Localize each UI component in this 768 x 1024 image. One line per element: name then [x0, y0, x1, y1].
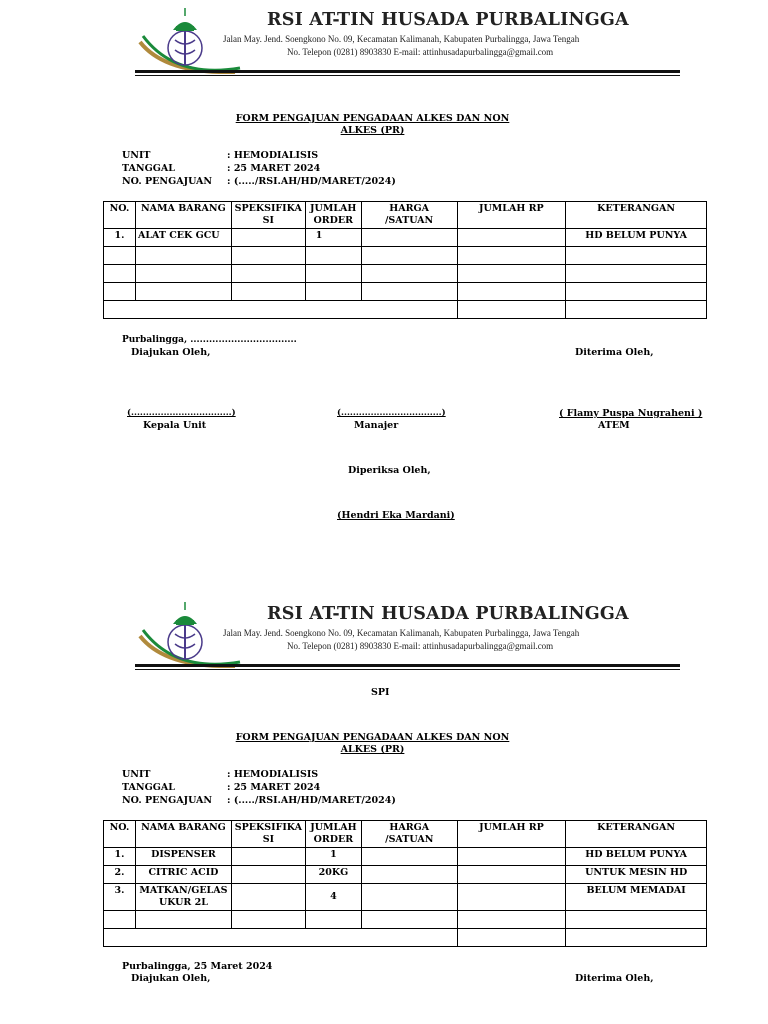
column-header: NO.: [104, 202, 136, 229]
hospital-address: Jalan May. Jend. Soengkono No. 09, Kecamatan Kalimanah, Kabupaten Purbalingga, Jawa Tengah: [223, 34, 580, 44]
column-header: JUMLAH ORDER: [305, 202, 361, 229]
table-header-row: [104, 202, 707, 229]
column-header: NAMA BARANG: [135, 202, 231, 229]
table-row: [104, 301, 707, 319]
table-cell: UNTUK MESIN HD: [566, 866, 707, 884]
table-cell: DISPENSER: [135, 848, 231, 866]
column-header: SPEKSIFIKA SI: [231, 202, 305, 229]
divider: [135, 75, 680, 76]
table-cell: [231, 866, 305, 884]
tanggal-label: TANGGAL: [122, 782, 175, 793]
column-header: JUMLAH RP: [457, 202, 566, 229]
hospital-address: Jalan May. Jend. Soengkono No. 09, Kecamatan Kalimanah, Kabupaten Purbalingga, Jawa Tengah: [223, 628, 580, 638]
table-cell: 2.: [104, 866, 136, 884]
table-row: [104, 848, 707, 866]
table-cell: [361, 848, 457, 866]
table-row: [104, 929, 707, 947]
diterima-label: Diterima Oleh,: [575, 973, 654, 984]
table-cell: 3.: [104, 884, 136, 911]
table-row: [104, 265, 707, 283]
table-cell: MATKAN/GELAS UKUR 2L: [135, 884, 231, 911]
signature-kepala-unit: (..................................): [127, 408, 236, 418]
hospital-name: RSI AT-TIN HUSADA PURBALINGGA: [267, 604, 629, 624]
form-title-line2: ALKES (PR): [340, 125, 405, 136]
diperiksa-label: Diperiksa Oleh,: [348, 465, 431, 476]
divider: [135, 70, 680, 73]
form-title: FORM PENGAJUAN PENGADAAN ALKES DAN NON: [235, 113, 510, 124]
table-cell: ALAT CEK GCU: [135, 229, 231, 247]
table-header-row: [104, 821, 707, 848]
table-cell: 1.: [104, 848, 136, 866]
table-cell: [457, 884, 566, 911]
table-cell: BELUM MEMADAI: [566, 884, 707, 911]
form-title-line2: ALKES (PR): [340, 744, 405, 755]
column-header: KETERANGAN: [566, 821, 707, 848]
diajukan-label: Diajukan Oleh,: [131, 347, 211, 358]
letterhead-2: [135, 598, 680, 676]
table-cell: [231, 848, 305, 866]
hospital-contact: No. Telepon (0281) 8903830 E-mail: attinhusadapurbalingga@gmail.com: [287, 47, 554, 57]
items-table: [103, 201, 707, 319]
role-atem: ATEM: [598, 420, 630, 431]
column-header: JUMLAH ORDER: [305, 821, 361, 848]
table-cell: [361, 884, 457, 911]
tanggal-label: TANGGAL: [122, 163, 175, 174]
unit-value: : HEMODIALISIS: [227, 769, 319, 780]
signature-spi: (Hendri Eka Mardani): [337, 510, 455, 521]
tanggal-value: : 25 MARET 2024: [227, 163, 321, 174]
unit-value: : HEMODIALISIS: [227, 150, 319, 161]
signature-manajer: (..................................): [337, 408, 446, 418]
hospital-contact: No. Telepon (0281) 8903830 E-mail: attinhusadapurbalingga@gmail.com: [287, 641, 554, 651]
table-cell: [457, 229, 566, 247]
tanggal-value: : 25 MARET 2024: [227, 782, 321, 793]
table-row: [104, 911, 707, 929]
place-date: Purbalingga, ..................................: [122, 335, 297, 345]
table-cell: 20KG: [305, 866, 361, 884]
column-header: HARGA /SATUAN: [361, 202, 457, 229]
table-row: [104, 247, 707, 265]
column-header: SPEKSIFIKA SI: [231, 821, 305, 848]
unit-label: UNIT: [122, 769, 151, 780]
no-pengajuan-label: NO. PENGAJUAN: [122, 795, 213, 806]
column-header: NO.: [104, 821, 136, 848]
table-cell: HD BELUM PUNYA: [566, 848, 707, 866]
items-table: [103, 820, 707, 947]
column-header: KETERANGAN: [566, 202, 707, 229]
table-row: [104, 283, 707, 301]
table-cell: 1.: [104, 229, 136, 247]
table-cell: [457, 866, 566, 884]
form-title: FORM PENGAJUAN PENGADAAN ALKES DAN NON: [235, 732, 510, 743]
diterima-label: Diterima Oleh,: [575, 347, 654, 358]
spi-label: SPI: [371, 687, 390, 698]
diajukan-label: Diajukan Oleh,: [131, 973, 211, 984]
table-row: [104, 229, 707, 247]
divider: [135, 664, 680, 667]
letterhead-1: [135, 4, 680, 82]
table-row: [104, 884, 707, 911]
table-row: [104, 866, 707, 884]
no-pengajuan-value: : (...../RSI.AH/HD/MARET/2024): [227, 795, 396, 806]
table-cell: [457, 848, 566, 866]
table-cell: CITRIC ACID: [135, 866, 231, 884]
no-pengajuan-label: NO. PENGAJUAN: [122, 176, 213, 187]
column-header: HARGA /SATUAN: [361, 821, 457, 848]
table-cell: HD BELUM PUNYA: [566, 229, 707, 247]
table-cell: 1: [305, 848, 361, 866]
signature-atem: ( Flamy Puspa Nugraheni ): [559, 408, 703, 419]
place-date: Purbalingga, 25 Maret 2024: [122, 961, 273, 972]
table-cell: 1: [305, 229, 361, 247]
divider: [135, 669, 680, 670]
table-cell: [361, 866, 457, 884]
hospital-name: RSI AT-TIN HUSADA PURBALINGGA: [267, 10, 629, 30]
column-header: NAMA BARANG: [135, 821, 231, 848]
unit-label: UNIT: [122, 150, 151, 161]
table-cell: [231, 229, 305, 247]
role-manajer: Manajer: [354, 420, 399, 431]
table-cell: [231, 884, 305, 911]
table-cell: 4: [305, 884, 361, 911]
column-header: JUMLAH RP: [457, 821, 566, 848]
role-kepala-unit: Kepala Unit: [143, 420, 207, 431]
no-pengajuan-value: : (...../RSI.AH/HD/MARET/2024): [227, 176, 396, 187]
table-cell: [361, 229, 457, 247]
